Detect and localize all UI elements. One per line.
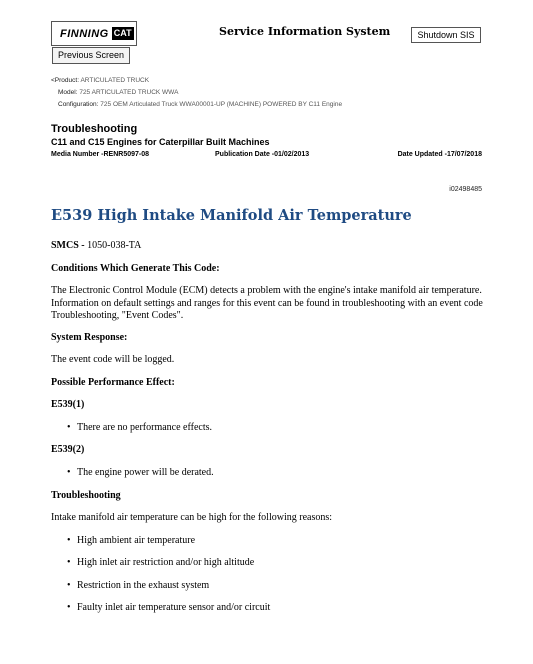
list-item <box>67 422 212 433</box>
list-item-text: The engine power will be derated. <box>77 467 214 478</box>
finning-cat-logo <box>51 21 137 46</box>
list-item-text: Faulty inlet air temperature sensor and/or circuit <box>77 602 271 613</box>
media-number: Media Number -RENR5097-08 <box>51 151 150 158</box>
model-line <box>58 89 178 96</box>
shutdown-sis-button[interactable]: Shutdown SIS <box>411 27 481 43</box>
troubleshooting-heading: Troubleshooting <box>51 490 121 501</box>
list-item-text: High ambient air temperature <box>77 535 196 546</box>
list-item-text: Restriction in the exhaust system <box>77 580 210 591</box>
list-item <box>67 467 214 478</box>
app-title: Service Information System <box>219 25 391 38</box>
logo-text: FINNING <box>60 27 109 40</box>
e539-2-heading: E539(2) <box>51 444 85 455</box>
product-line <box>51 77 149 84</box>
model-key: Model: <box>58 89 78 96</box>
system-response-text: The event code will be logged. <box>51 354 175 365</box>
config-value: 725 OEM Articulated Truck WWA00001-UP (MACHINE) POWERED BY C11 Engine <box>100 101 343 108</box>
system-response-heading: System Response: <box>51 332 128 343</box>
product-value: ARTICULATED TRUCK <box>80 77 150 84</box>
list-item <box>67 602 270 613</box>
model-value: 725 ARTICULATED TRUCK WWA <box>79 89 179 96</box>
performance-heading: Possible Performance Effect: <box>51 377 175 388</box>
bullet-icon: • <box>67 467 71 478</box>
list-item <box>67 580 209 591</box>
config-key: Configuration: <box>58 101 99 108</box>
date-updated: Date Updated -17/07/2018 <box>397 151 482 158</box>
section-title: Troubleshooting <box>51 123 138 135</box>
smcs-line <box>51 240 141 251</box>
bullet-icon: • <box>67 535 71 546</box>
cat-badge: CAT <box>113 28 132 38</box>
product-key: <Product: <box>51 77 80 84</box>
list-item-text: High inlet air restriction and/or high altitude <box>77 557 255 568</box>
document-title: E539 High Intake Manifold Air Temperature <box>51 207 412 224</box>
troubleshooting-text: Intake manifold air temperature can be high for the following reasons: <box>51 512 333 523</box>
conditions-heading: Conditions Which Generate This Code: <box>51 263 220 274</box>
smcs-value: 1050-038-TA <box>87 240 142 251</box>
bullet-icon: • <box>67 580 71 591</box>
configuration-line <box>58 101 342 108</box>
document-id: i02498485 <box>449 186 482 193</box>
bullet-icon: • <box>67 422 71 433</box>
list-item-text: There are no performance effects. <box>77 422 213 433</box>
list-item <box>67 557 254 568</box>
publication-date: Publication Date -01/02/2013 <box>215 151 310 158</box>
bullet-icon: • <box>67 557 71 568</box>
e539-1-heading: E539(1) <box>51 399 85 410</box>
conditions-text: The Electronic Control Module (ECM) detects a problem with the engine's intake manifold air temperature. Information on default settings and ranges for this event can be found in troubleshooting with an event code Troubleshooting, "Event Codes". <box>51 285 483 321</box>
list-item <box>67 535 195 546</box>
bullet-icon: • <box>67 602 71 613</box>
document-subtitle: C11 and C15 Engines for Caterpillar Built Machines <box>51 137 270 147</box>
previous-screen-button[interactable]: Previous Screen <box>52 47 130 64</box>
smcs-label: SMCS - <box>51 240 85 251</box>
